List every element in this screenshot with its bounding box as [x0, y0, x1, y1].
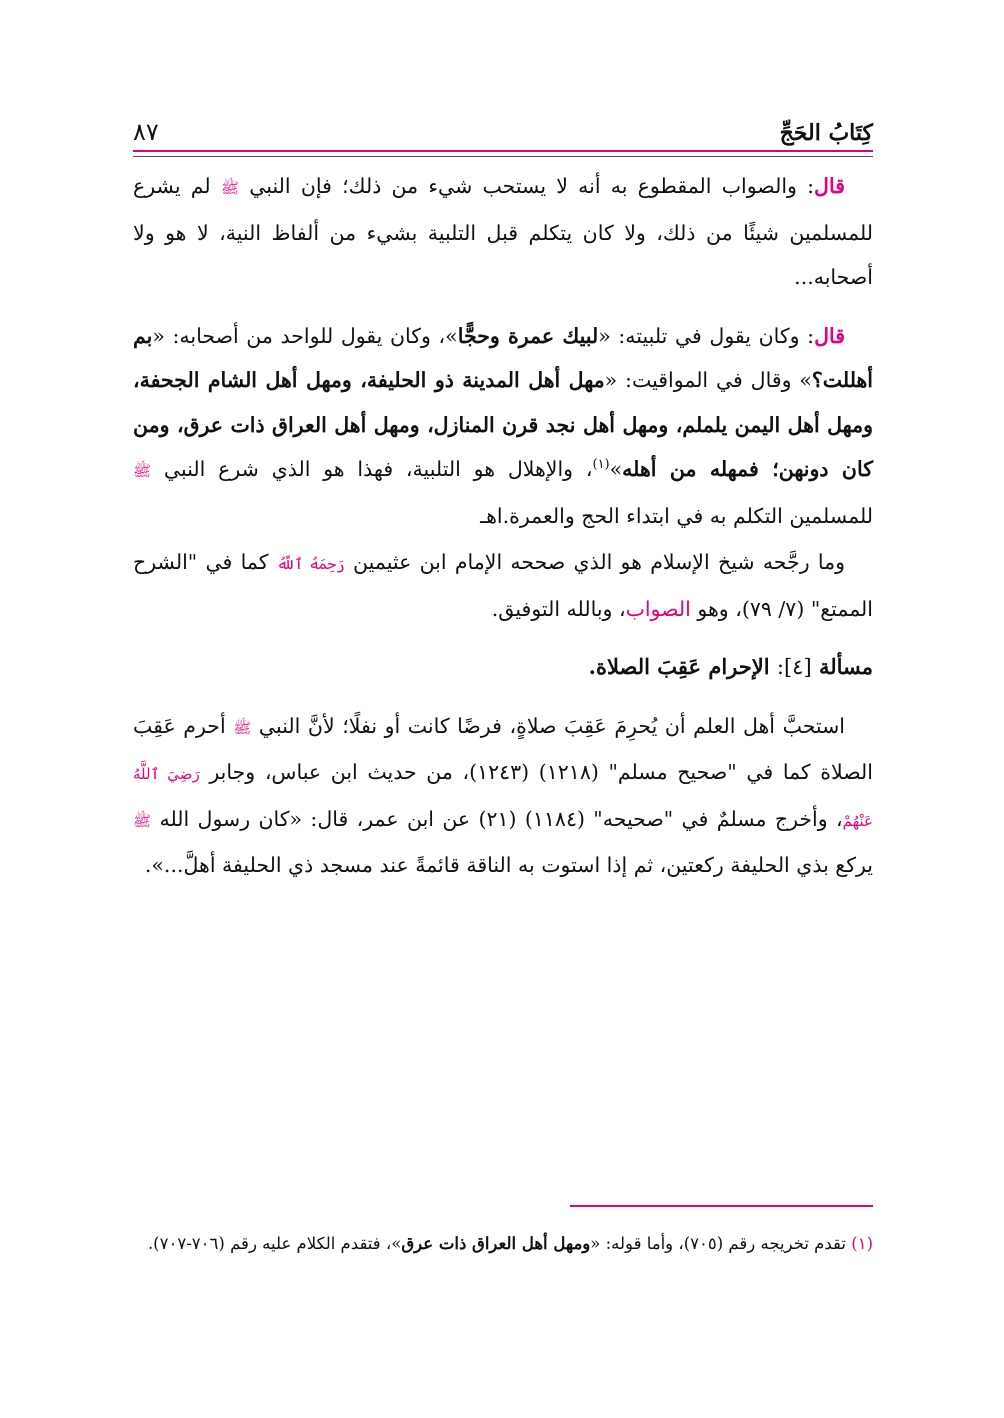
page-header: [133, 112, 873, 146]
text-run: »: [609, 457, 623, 481]
main-text: [133, 164, 873, 902]
paragraph-1: [133, 164, 873, 300]
header-rule: [133, 150, 873, 152]
heading-label: مسألة: [811, 654, 873, 679]
text-run: كما في "الشرح الممتع" (٧/ ٧٩)، وهو: [133, 550, 873, 621]
qal-label: قال: [814, 323, 846, 348]
paragraph-2: [133, 314, 873, 539]
page-number: ٨٧: [133, 118, 159, 146]
text-run: ، وبالله التوفيق.: [491, 596, 626, 621]
text-run: ، وأخرج مسلمٌ في "صحيحه" (١١٨٤) (٢١) عن ابن عمر، قال: «كان رسول الله: [151, 806, 843, 831]
salutation-glyph: ﷺ: [133, 811, 152, 830]
text-run: : والصواب المقطوع به أنه لا يستحب شيء من ذلك؛ فإن النبي: [239, 174, 815, 198]
highlighted-word: الصواب: [625, 596, 691, 621]
heading-title: الإحرام عَقِبَ الصلاة.: [588, 654, 777, 679]
footnote-reference[interactable]: (١): [592, 457, 610, 473]
paragraph-3: [133, 540, 873, 631]
text-run: : وكان يقول في تلبيته: «: [598, 323, 815, 348]
bold-quote: بم أهللت؟: [133, 323, 873, 392]
footnote-separator: [570, 1205, 873, 1207]
salutation-glyph: ﷺ: [220, 179, 239, 197]
honorific-glyph: رَحِمَهُ ٱللَّهُ: [276, 555, 345, 573]
text-run: تقدم تخريجه رقم (٧٠٥)، وأما قوله: «: [590, 1234, 852, 1253]
footnote-number: (١): [851, 1234, 873, 1253]
book-title: كِتَابُ الحَجِّ: [779, 120, 873, 146]
text-run: »، وكان يقول للواحد من أصحابه: «: [152, 323, 458, 348]
text-run: أحرم عَقِبَ الصلاة كما في "صحيح مسلم" (١٢١٨) (١٢٤٣)، من حديث ابن عباس، وجابر: [133, 713, 873, 784]
salutation-glyph: ﷺ: [233, 718, 252, 737]
honorific-glyph: رَضِيَ ٱللَّهُ عَنْهُمْ: [133, 765, 873, 830]
text-run: »، فتقدم الكلام عليه رقم (٧٠٦-٧٠٧).: [147, 1234, 402, 1253]
header-rule-thin: [133, 156, 873, 157]
footnote: [133, 1226, 873, 1262]
text-run: للمسلمين التكلم به في ابتداء الحج والعمرة.اهـ: [480, 503, 873, 528]
bold-quote: مهل أهل المدينة ذو الحليفة، ومهل أهل الشام الجحفة، ومهل أهل اليمن يلملم، ومهل أهل نجد قرن المنازل، ومهل أهل العراق ذات عرق، ومن كان دونهن؛ فمهله من أهله: [133, 368, 873, 481]
paragraph-4: [133, 704, 873, 888]
text-run: يركع بذي الحليفة ركعتين، ثم إذا استوت به الناقة قائمةً عند مسجد ذي الحليفة أهلَّ...».: [144, 853, 873, 877]
section-heading: [133, 645, 873, 690]
bold-quote: لبيك عمرة وحجًّا: [457, 323, 599, 348]
text-run: » وقال في المواقيت: «: [604, 368, 812, 392]
heading-number: [٤]:: [776, 655, 812, 679]
text-run: لم يشرع للمسلمين شيئًا من ذلك، ولا كان يتكلم قبل التلبية بشيء من ألفاظ النية، لا هو ولا أصحابه...: [133, 174, 873, 289]
salutation-glyph: ﷺ: [133, 462, 152, 480]
text-run: وما رجَّحه شيخ الإسلام هو الذي صححه الإمام ابن عثيمين: [344, 550, 846, 574]
bold-quote: ومهل أهل العراق ذات عرق: [401, 1234, 591, 1253]
text-run: ، والإهلال هو التلبية، فهذا هو الذي شرع النبي: [151, 457, 593, 481]
qal-label: قال: [814, 174, 845, 198]
text-run: استحبَّ أهل العلم أن يُحرِمَ عَقِبَ صلاةٍ، فرضًا كانت أو نفلًا؛ لأنَّ النبي: [251, 713, 845, 738]
